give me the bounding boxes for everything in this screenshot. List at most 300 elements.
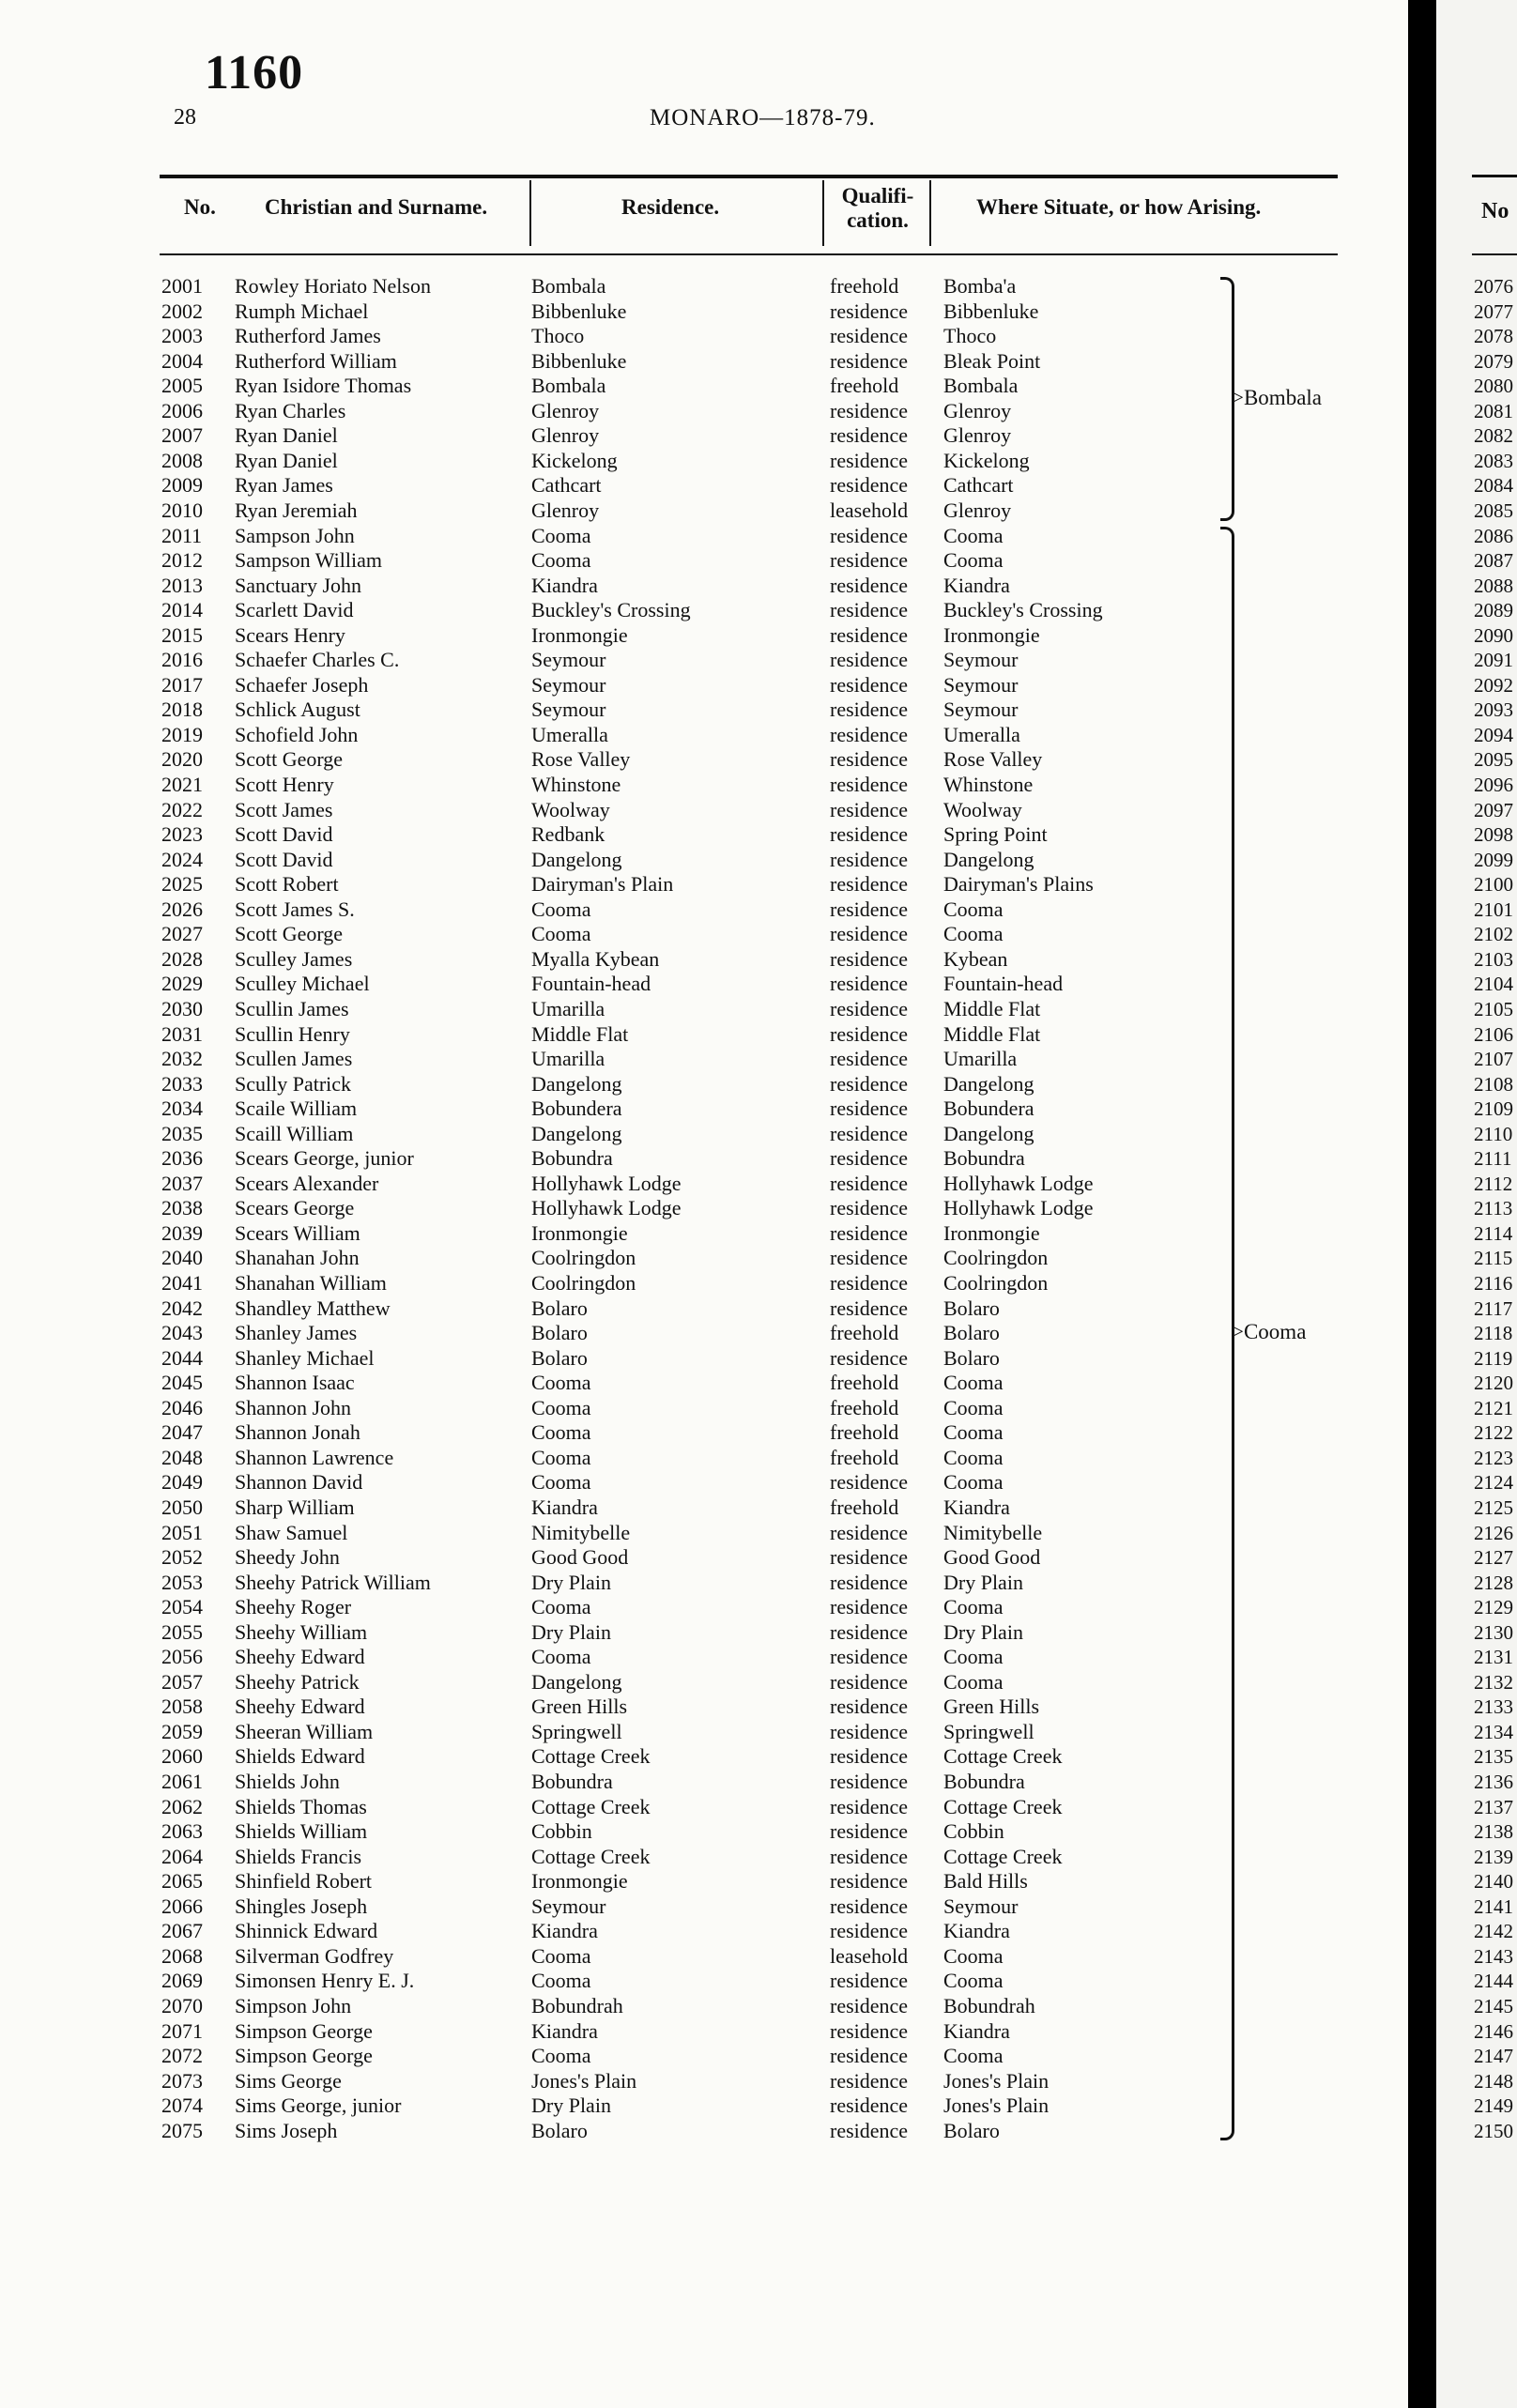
entry-number: 2007	[161, 423, 203, 448]
entry-residence: Cottage Creek	[531, 1794, 651, 1818]
sliver-number: 2140	[1474, 1870, 1513, 1894]
table-row	[0, 1819, 1408, 1845]
table-row	[0, 1944, 1408, 1970]
entry-where-situate: Cottage Creek	[943, 1744, 1063, 1769]
entry-where-situate: Ironmongie	[943, 1220, 1040, 1245]
entry-where-situate: Cooma	[943, 1395, 1004, 1419]
entry-name: Ryan Jeremiah	[235, 498, 358, 522]
entry-where-situate: Cooma	[943, 1943, 1004, 1968]
entry-residence: Cooma	[531, 1943, 591, 1968]
entry-number: 2037	[161, 1171, 203, 1195]
entry-qualification: residence	[830, 1296, 909, 1320]
entry-where-situate: Ironmongie	[943, 622, 1040, 647]
sliver-number: 2110	[1474, 1122, 1513, 1145]
entry-number: 2020	[161, 747, 203, 772]
entry-where-situate: Hollyhawk Lodge	[943, 1171, 1094, 1195]
sliver-number: 2147	[1474, 2045, 1513, 2068]
entry-qualification: residence	[830, 348, 909, 373]
sliver-number: 2078	[1474, 325, 1513, 348]
entry-name: Ryan James	[235, 473, 333, 498]
entry-number: 2071	[161, 2018, 203, 2043]
entry-qualification: residence	[830, 1645, 909, 1669]
sliver-number: 2094	[1474, 723, 1513, 746]
entry-where-situate: Bleak Point	[943, 348, 1041, 373]
entry-where-situate: Seymour	[943, 698, 1019, 722]
entry-where-situate: Cobbin	[943, 1819, 1004, 1844]
entry-name: Scullin James	[235, 996, 349, 1020]
sliver-number: 2133	[1474, 1695, 1513, 1719]
entry-number: 2070	[161, 1993, 203, 2017]
entry-number: 2060	[161, 1744, 203, 1769]
entry-qualification: residence	[830, 1695, 909, 1719]
table-row	[0, 723, 1408, 748]
table-row	[0, 822, 1408, 848]
header-separator	[929, 180, 931, 246]
table-row	[0, 1495, 1408, 1521]
entry-name: Ryan Charles	[235, 398, 346, 422]
entry-name: Rutherford James	[235, 324, 381, 348]
entry-residence: Dry Plain	[531, 1570, 611, 1594]
table-row	[0, 574, 1408, 599]
table-row	[0, 1744, 1408, 1770]
entry-residence: Woolway	[531, 797, 610, 821]
entry-residence: Bobundra	[531, 1770, 613, 1793]
table-row	[0, 374, 1408, 399]
sliver-number: 2117	[1474, 1296, 1513, 1320]
entry-residence: Umarilla	[531, 1047, 605, 1071]
entry-name: Shaw Samuel	[235, 1520, 348, 1544]
entry-residence: Cooma	[531, 1371, 591, 1395]
entry-residence: Hollyhawk Lodge	[531, 1196, 682, 1220]
entry-where-situate: Good Good	[943, 1545, 1041, 1570]
entry-where-situate: Cooma	[943, 1420, 1004, 1445]
entry-name: Sampson William	[235, 548, 382, 573]
entry-residence: Kiandra	[531, 1919, 598, 1943]
table-row	[0, 1845, 1408, 1870]
entry-where-situate: Bomba'a	[943, 274, 1017, 298]
entry-number: 2012	[161, 548, 203, 573]
entry-name: Scott David	[235, 847, 333, 871]
table-row	[0, 2119, 1408, 2144]
sliver-number: 2083	[1474, 449, 1513, 472]
entry-where-situate: Cooma	[943, 1371, 1004, 1395]
entry-qualification: residence	[830, 1619, 909, 1644]
entry-where-situate: Cooma	[943, 1595, 1004, 1619]
sliver-number: 2112	[1474, 1172, 1513, 1195]
entry-residence: Bombala	[531, 274, 606, 298]
sliver-number: 2076	[1474, 275, 1513, 298]
entry-residence: Cobbin	[531, 1819, 592, 1844]
sliver-number: 2144	[1474, 1970, 1513, 1993]
table-row	[0, 897, 1408, 923]
entry-residence: Cooma	[531, 1595, 591, 1619]
entry-residence: Cathcart	[531, 473, 602, 498]
entry-residence: Bolaro	[531, 1345, 588, 1370]
sliver-number: 2138	[1474, 1820, 1513, 1844]
entry-number: 2018	[161, 698, 203, 722]
entry-name: Silverman Godfrey	[235, 1943, 394, 1968]
entry-where-situate: Bobundra	[943, 1770, 1025, 1793]
entry-name: Shields Francis	[235, 1844, 362, 1868]
entry-name: Sims George	[235, 2068, 342, 2093]
col-header-qualification: Qualifi-cation.	[841, 184, 914, 232]
entry-qualification: residence	[830, 1869, 909, 1894]
sliver-number: 2134	[1474, 1720, 1513, 1743]
entry-number: 2044	[161, 1345, 203, 1370]
sliver-number: 2103	[1474, 947, 1513, 971]
entry-name: Scarlett David	[235, 598, 354, 622]
table-row	[0, 997, 1408, 1022]
entry-number: 2045	[161, 1371, 203, 1395]
entry-where-situate: Dry Plain	[943, 1619, 1023, 1644]
entry-qualification: residence	[830, 1121, 909, 1145]
sliver-number: 2137	[1474, 1795, 1513, 1818]
entry-name: Sampson John	[235, 523, 355, 547]
entry-residence: Dairyman's Plain	[531, 872, 674, 897]
sliver-number: 2116	[1474, 1272, 1513, 1295]
sliver-number: 2101	[1474, 897, 1513, 921]
entry-where-situate: Woolway	[943, 797, 1022, 821]
col-header-residence: Residence.	[621, 195, 720, 219]
table-row	[0, 648, 1408, 673]
table-row	[0, 524, 1408, 549]
sliver-number: 2122	[1474, 1421, 1513, 1445]
entry-number: 2014	[161, 598, 203, 622]
entry-where-situate: Dangelong	[943, 847, 1034, 871]
table-row	[0, 1545, 1408, 1571]
entry-number: 2049	[161, 1470, 203, 1495]
sliver-header: No	[1481, 199, 1509, 223]
table-row	[0, 1146, 1408, 1172]
entry-name: Scott James	[235, 797, 333, 821]
entry-where-situate: Cooma	[943, 2044, 1004, 2068]
table-row	[0, 1321, 1408, 1346]
entry-qualification: residence	[830, 548, 909, 573]
entry-qualification: residence	[830, 1021, 909, 1046]
entry-name: Rumph Michael	[235, 299, 369, 323]
entry-name: Scullin Henry	[235, 1021, 350, 1046]
table-row	[0, 1521, 1408, 1546]
entry-number: 2016	[161, 648, 203, 672]
entry-qualification: residence	[830, 1570, 909, 1594]
entry-where-situate: Buckley's Crossing	[943, 598, 1103, 622]
entry-name: Shannon David	[235, 1470, 363, 1495]
table-row	[0, 623, 1408, 649]
entry-qualification: residence	[830, 1719, 909, 1743]
entry-qualification: residence	[830, 1520, 909, 1544]
entry-name: Scullen James	[235, 1047, 353, 1071]
entry-name: Scaile William	[235, 1097, 358, 1121]
entry-residence: Seymour	[531, 672, 606, 697]
entry-number: 2059	[161, 1719, 203, 1743]
entry-name: Schaefer Charles C.	[235, 648, 400, 672]
entry-where-situate: Bombala	[943, 374, 1019, 398]
entry-where-situate: Cottage Creek	[943, 1844, 1063, 1868]
entry-residence: Ironmongie	[531, 1869, 628, 1894]
entry-qualification: residence	[830, 1969, 909, 1993]
entry-number: 2032	[161, 1047, 203, 1071]
group-label: >Bombala	[1232, 385, 1323, 409]
header-top-rule	[160, 175, 1338, 178]
entry-where-situate: Middle Flat	[943, 1021, 1041, 1046]
entry-residence: Good Good	[531, 1545, 629, 1570]
entry-residence: Bibbenluke	[531, 348, 627, 373]
entry-residence: Dangelong	[531, 1071, 622, 1096]
table-row	[0, 747, 1408, 773]
entry-name: Sheehy Patrick William	[235, 1570, 431, 1594]
sliver-number: 2125	[1474, 1495, 1513, 1519]
entry-qualification: residence	[830, 2094, 909, 2118]
entry-where-situate: Dangelong	[943, 1121, 1034, 1145]
entry-where-situate: Kiandra	[943, 2018, 1010, 2043]
table-row	[0, 324, 1408, 349]
entry-residence: Thoco	[531, 324, 585, 348]
sliver-number: 2136	[1474, 1771, 1513, 1793]
entry-name: Shields Edward	[235, 1744, 365, 1769]
entry-qualification: residence	[830, 722, 909, 746]
entry-where-situate: Thoco	[943, 324, 997, 348]
sliver-number: 2139	[1474, 1845, 1513, 1868]
entry-name: Shandley Matthew	[235, 1296, 391, 1320]
entry-qualification: residence	[830, 946, 909, 971]
sliver-number: 2126	[1474, 1521, 1513, 1544]
entry-qualification: residence	[830, 1545, 909, 1570]
entry-residence: Cottage Creek	[531, 1744, 651, 1769]
entry-name: Ryan Isidore Thomas	[235, 374, 412, 398]
entry-qualification: residence	[830, 1047, 909, 1071]
entry-where-situate: Bolaro	[943, 2118, 1000, 2142]
entry-number: 2055	[161, 1619, 203, 1644]
entry-residence: Middle Flat	[531, 1021, 629, 1046]
table-row	[0, 1595, 1408, 1620]
entry-residence: Seymour	[531, 698, 606, 722]
entry-name: Sheehy William	[235, 1619, 368, 1644]
entry-residence: Cooma	[531, 1470, 591, 1495]
entry-where-situate: Spring Point	[943, 822, 1048, 847]
entry-where-situate: Cooma	[943, 1969, 1004, 1993]
table-row	[0, 1072, 1408, 1097]
entry-residence: Bolaro	[531, 1296, 588, 1320]
entry-residence: Myalla Kybean	[531, 946, 660, 971]
table-row	[0, 473, 1408, 498]
entry-qualification: residence	[830, 1196, 909, 1220]
entry-residence: Cooma	[531, 897, 591, 921]
entry-residence: Seymour	[531, 1894, 606, 1918]
entry-qualification: residence	[830, 996, 909, 1020]
entry-name: Shields William	[235, 1819, 368, 1844]
sliver-number: 2091	[1474, 649, 1513, 672]
entry-where-situate: Dry Plain	[943, 1570, 1023, 1594]
entry-number: 2036	[161, 1146, 203, 1171]
entry-number: 2009	[161, 473, 203, 498]
entry-qualification: residence	[830, 822, 909, 847]
entry-where-situate: Springwell	[943, 1719, 1034, 1743]
entry-name: Sheeran William	[235, 1719, 374, 1743]
sliver-number: 2096	[1474, 774, 1513, 796]
table-row	[0, 1371, 1408, 1396]
entry-name: Sims Joseph	[235, 2118, 338, 2142]
sliver-number: 2130	[1474, 1620, 1513, 1644]
entry-number: 2057	[161, 1669, 203, 1694]
entry-name: Schaefer Joseph	[235, 672, 369, 697]
sliver-number: 2080	[1474, 375, 1513, 398]
sliver-number: 2099	[1474, 848, 1513, 871]
sliver-number: 2118	[1474, 1322, 1513, 1345]
table-row	[0, 299, 1408, 325]
entry-number: 2001	[161, 274, 203, 298]
entry-where-situate: Umeralla	[943, 722, 1020, 746]
entry-qualification: residence	[830, 1894, 909, 1918]
entry-number: 2019	[161, 722, 203, 746]
sliver-number: 2149	[1474, 2094, 1513, 2118]
entry-where-situate: Bolaro	[943, 1321, 1000, 1345]
entry-name: Shanahan John	[235, 1246, 360, 1270]
group-label: >Cooma	[1232, 1320, 1307, 1344]
sliver-number: 2079	[1474, 349, 1513, 373]
table-row	[0, 848, 1408, 873]
entry-qualification: residence	[830, 2068, 909, 2093]
entry-name: Simonsen Henry E. J.	[235, 1969, 415, 1993]
sliver-number: 2148	[1474, 2069, 1513, 2093]
table-row	[0, 2069, 1408, 2094]
entry-qualification: residence	[830, 698, 909, 722]
entry-number: 2008	[161, 448, 203, 472]
entry-where-situate: Kybean	[943, 946, 1008, 971]
entry-number: 2066	[161, 1894, 203, 1918]
entry-number: 2031	[161, 1021, 203, 1046]
entry-where-situate: Glenroy	[943, 398, 1012, 422]
entry-name: Scears Alexander	[235, 1171, 379, 1195]
entry-residence: Cooma	[531, 922, 591, 946]
entry-qualification: residence	[830, 1271, 909, 1295]
entry-name: Scears Henry	[235, 622, 345, 647]
entry-qualification: residence	[830, 1844, 909, 1868]
entry-name: Shields Thomas	[235, 1794, 367, 1818]
entry-number: 2023	[161, 822, 203, 847]
entry-name: Shinfield Robert	[235, 1869, 373, 1894]
entry-where-situate: Seymour	[943, 672, 1019, 697]
entry-number: 2073	[161, 2068, 203, 2093]
table-row	[0, 1695, 1408, 1720]
entry-residence: Dangelong	[531, 1121, 622, 1145]
entry-where-situate: Cottage Creek	[943, 1794, 1063, 1818]
entry-residence: Buckley's Crossing	[531, 598, 691, 622]
entry-residence: Hollyhawk Lodge	[531, 1171, 682, 1195]
table-row	[0, 972, 1408, 997]
entry-where-situate: Cooma	[943, 922, 1004, 946]
entry-name: Shannon Lawrence	[235, 1445, 394, 1469]
entry-qualification: residence	[830, 1146, 909, 1171]
entry-number: 2043	[161, 1321, 203, 1345]
entry-name: Sculley James	[235, 946, 353, 971]
entry-number: 2026	[161, 897, 203, 921]
table-row	[0, 698, 1408, 723]
entry-where-situate: Cooma	[943, 897, 1004, 921]
entry-residence: Bobundera	[531, 1097, 622, 1121]
entry-residence: Cooma	[531, 548, 591, 573]
entry-number: 2047	[161, 1420, 203, 1445]
entry-number: 2033	[161, 1071, 203, 1096]
table-row	[0, 2019, 1408, 2045]
table-row	[0, 1221, 1408, 1247]
sliver-number: 2115	[1474, 1247, 1513, 1270]
table-row	[0, 1172, 1408, 1197]
entry-number: 2002	[161, 299, 203, 323]
entry-name: Scott Robert	[235, 872, 339, 897]
entry-where-situate: Coolringdon	[943, 1246, 1049, 1270]
sliver-number: 2146	[1474, 2019, 1513, 2043]
table-row	[0, 1770, 1408, 1795]
entry-number: 2035	[161, 1121, 203, 1145]
entry-qualification: freehold	[830, 1445, 899, 1469]
entry-number: 2072	[161, 2044, 203, 2068]
table-row	[0, 548, 1408, 574]
entry-where-situate: Jones's Plain	[943, 2068, 1050, 2093]
sliver-number: 2120	[1474, 1372, 1513, 1395]
entry-residence: Kiandra	[531, 573, 598, 597]
entry-qualification: residence	[830, 1919, 909, 1943]
sliver-number: 2084	[1474, 474, 1513, 498]
entry-name: Sculley Michael	[235, 972, 370, 996]
entry-number: 2064	[161, 1844, 203, 1868]
entry-qualification: residence	[830, 1595, 909, 1619]
page-number: 28	[174, 105, 196, 130]
entry-qualification: residence	[830, 1770, 909, 1793]
sliver-number: 2129	[1474, 1596, 1513, 1619]
entry-where-situate: Bald Hills	[943, 1869, 1028, 1894]
entry-number: 2038	[161, 1196, 203, 1220]
sliver-number: 2082	[1474, 424, 1513, 448]
entry-number: 2003	[161, 324, 203, 348]
entry-qualification: residence	[830, 473, 909, 498]
table-row	[0, 673, 1408, 698]
entry-name: Scott Henry	[235, 773, 334, 796]
entry-name: Scott David	[235, 822, 333, 847]
table-row	[0, 274, 1408, 299]
entry-residence: Jones's Plain	[531, 2068, 637, 2093]
table-row	[0, 1571, 1408, 1596]
entry-number: 2068	[161, 1943, 203, 1968]
entry-qualification: residence	[830, 1171, 909, 1195]
entry-name: Sheedy John	[235, 1545, 340, 1570]
entry-residence: Fountain-head	[531, 972, 651, 996]
entry-name: Sanctuary John	[235, 573, 362, 597]
entry-number: 2053	[161, 1570, 203, 1594]
entry-number: 2039	[161, 1220, 203, 1245]
entry-number: 2027	[161, 922, 203, 946]
entry-where-situate: Bibbenluke	[943, 299, 1039, 323]
entry-where-situate: Cooma	[943, 523, 1004, 547]
sliver-number: 2093	[1474, 698, 1513, 722]
entry-name: Shannon Isaac	[235, 1371, 355, 1395]
entry-qualification: residence	[830, 1345, 909, 1370]
entry-name: Scott George	[235, 922, 344, 946]
entry-name: Scully Patrick	[235, 1071, 352, 1096]
entry-residence: Redbank	[531, 822, 605, 847]
sliver-number: 2109	[1474, 1097, 1513, 1121]
table-row	[0, 1271, 1408, 1296]
table-row	[0, 1645, 1408, 1670]
table-row	[0, 1919, 1408, 1944]
sliver-number: 2143	[1474, 1944, 1513, 1968]
entry-name: Scaill William	[235, 1121, 354, 1145]
entry-name: Ryan Daniel	[235, 448, 338, 472]
entry-name: Shanley Michael	[235, 1345, 375, 1370]
entry-name: Scears William	[235, 1220, 360, 1245]
table-row	[0, 1620, 1408, 1646]
entry-name: Simpson George	[235, 2044, 373, 2068]
header-separator	[529, 180, 531, 246]
